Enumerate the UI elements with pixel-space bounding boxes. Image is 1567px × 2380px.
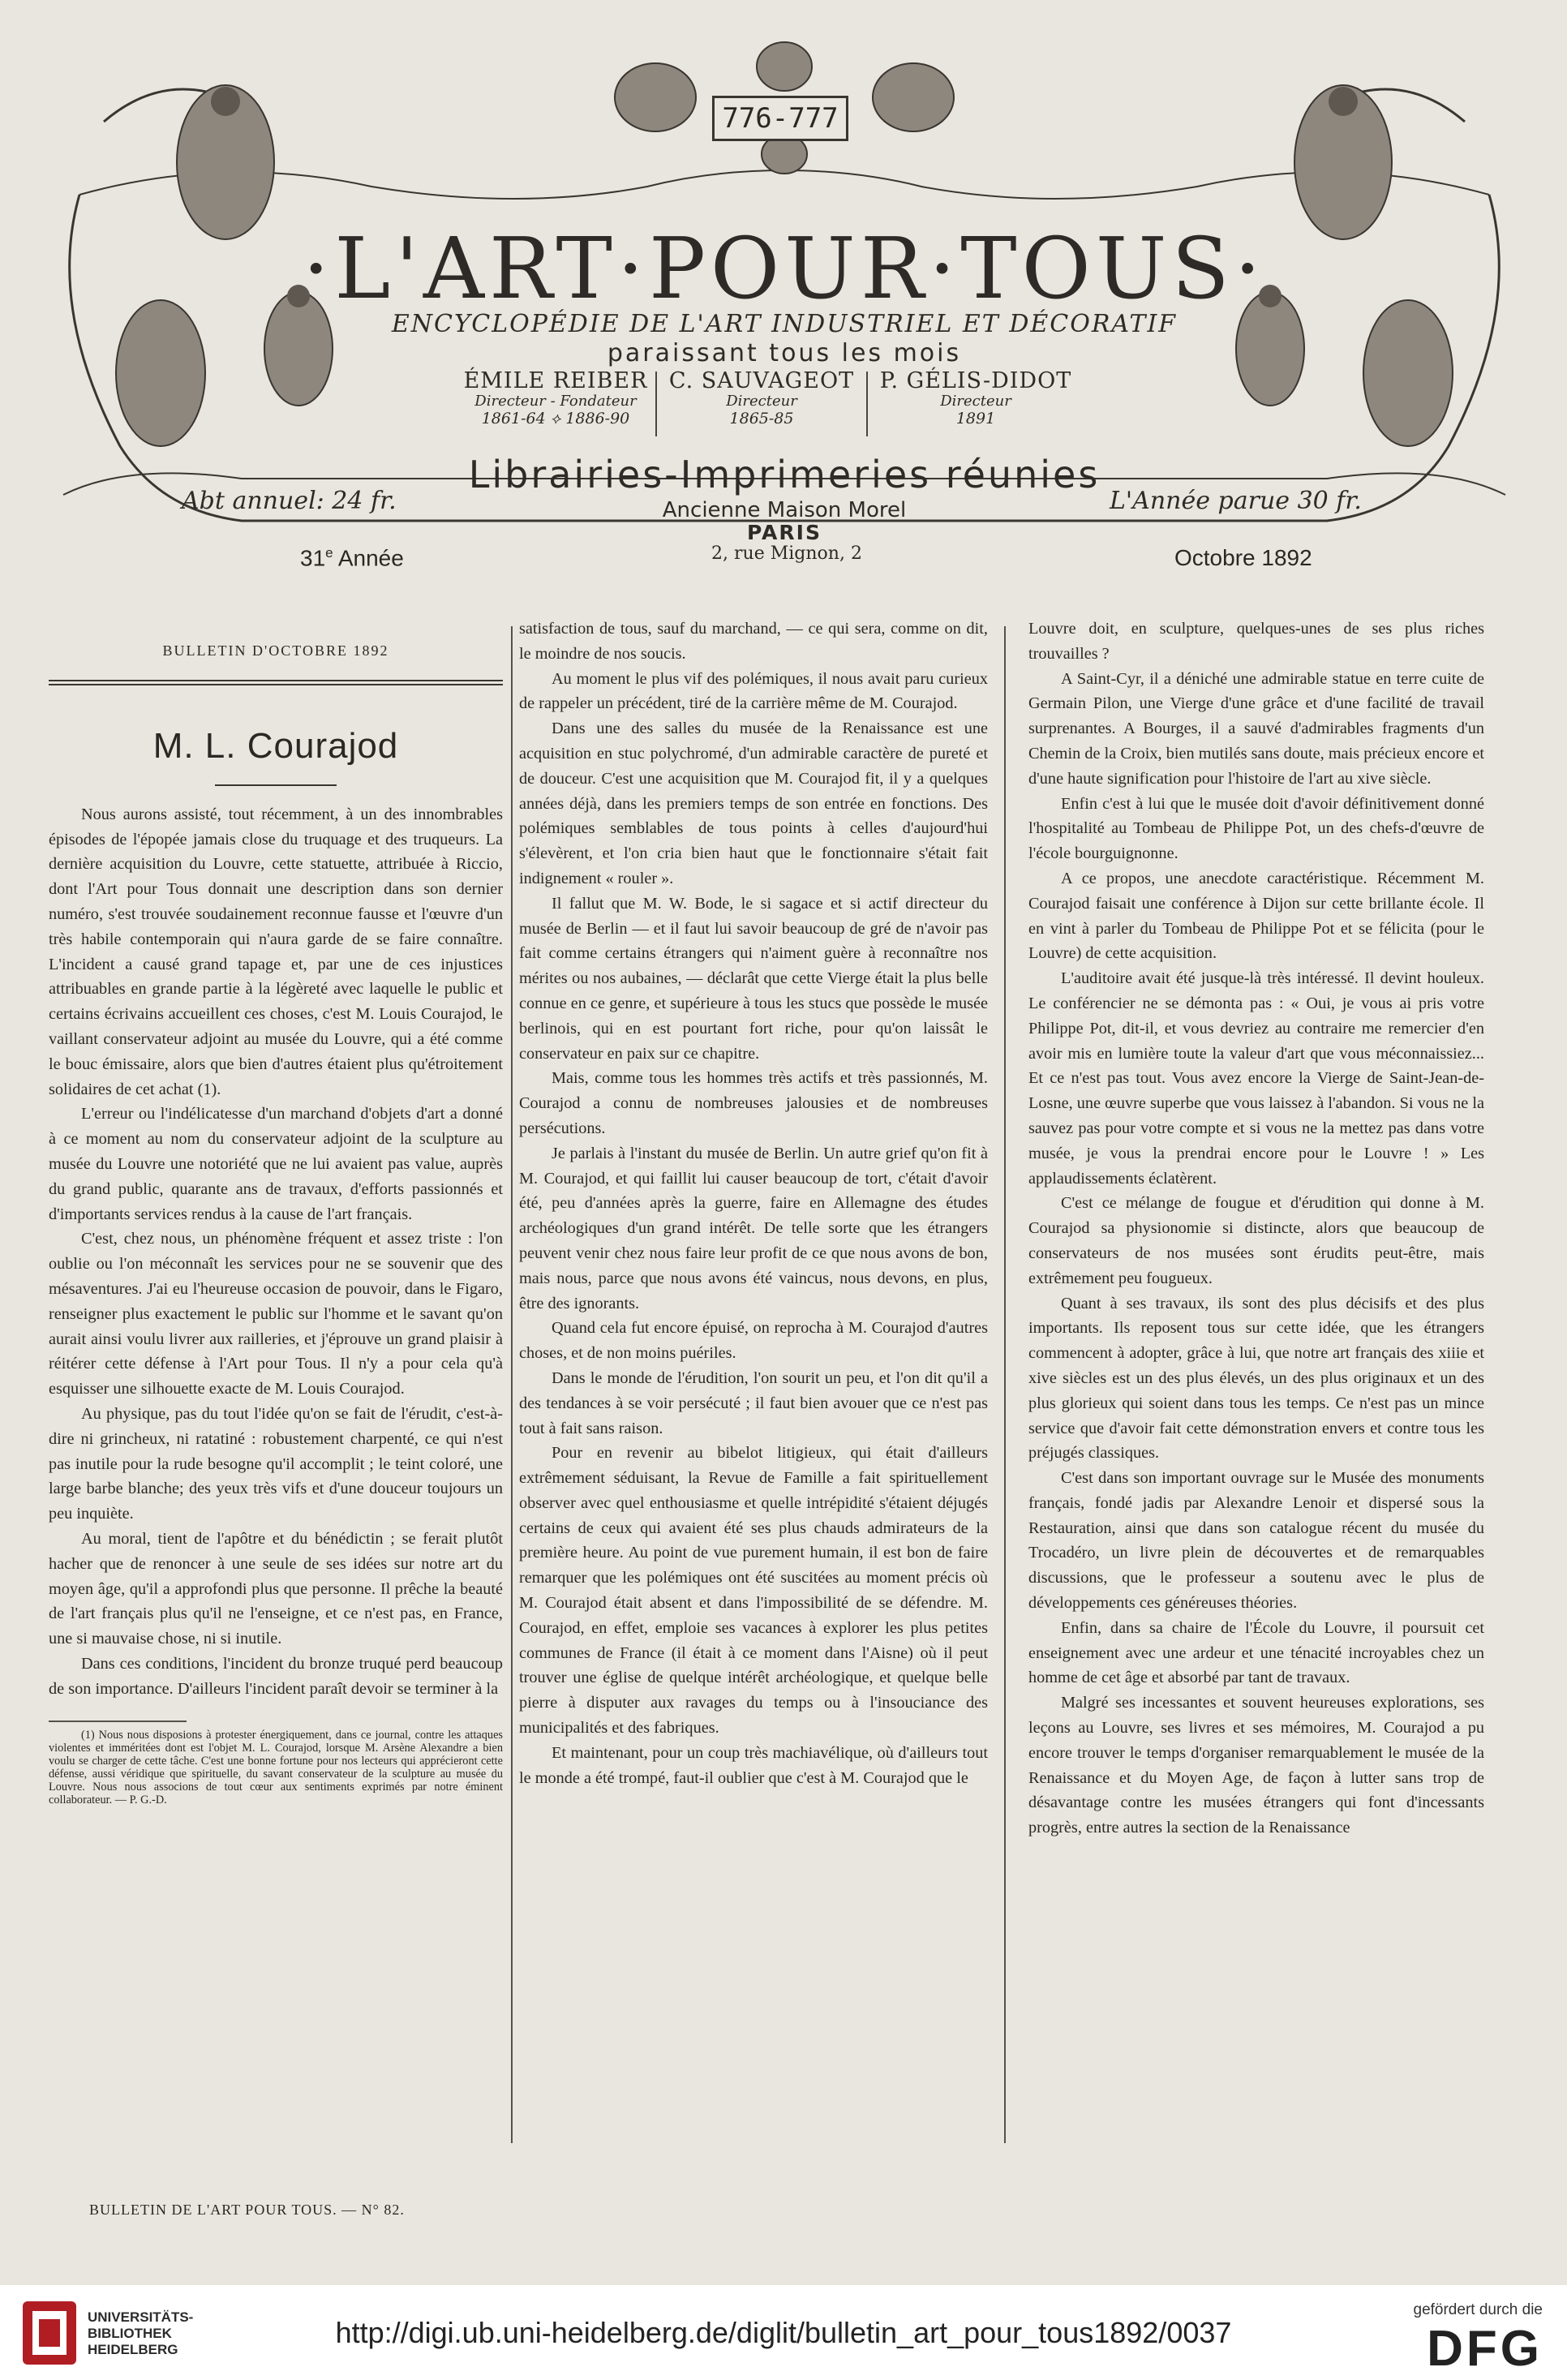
journal-subtitle: ENCYCLOPÉDIE DE L'ART INDUSTRIEL ET DÉCORATIF xyxy=(391,310,1178,338)
footnote-rule xyxy=(49,1721,187,1722)
paragraph: Nous aurons assisté, tout récemment, à un des innombrables épisodes de l'épopée jamais close du truquage et des truqueurs. La dernière acquisition du Louvre, cette statuette, attribuée à Riccio, dont l'Art pour Tous donnait une description dans son dernier numéro, s'est trouvée soudainement reconnue fausse et l'œuvre d'un très habile contemporain qui n'aura garde de se faire connaître. L'incident a causé grand tapage et, par une de ces injustices attribuables en grande partie à la légèreté avec laquelle le public et certains écrivains accueillent ces choses, c'est M. Louis Courajod, le vaillant conservateur adjoint au musée du Louvre, qui a été comme le bouc émissaire, alors que bien d'autres étaient plus qu'étroitement solidaires de cet achat (1). xyxy=(49,805,503,1098)
paragraph: satisfaction de tous, sauf du marchand, — ce qui sera, comme on dit, le moindre de nos soucis. xyxy=(519,620,988,663)
page-footer: BULLETIN DE L'ART POUR TOUS. — N° 82. xyxy=(89,2202,405,2218)
paragraph: Quand cela fut encore épuisé, on reprocha à M. Courajod d'autres choses, et de non moins puériles. xyxy=(519,1319,988,1363)
paragraph: Pour en revenir au bibelot litigieux, qui était d'ailleurs extrêmement séduisant, la Revue de Famille a fait spirituellement observer avec quel enthousiasme et quelle intrépidité s'étaient déjugés certains de ceux qui avaient été ses plus chauds admirateurs de la première heure. Au point de vue purement humain, il est bon de faire remarquer que les polémiques ont été suscitées au moment précis où M. Courajod était absent et dans l'impossibilité de se défendre. M. Courajod, en effet, emploie ses vacances à explorer les plus petites communes de France (il était à ce moment dans l'Aisne) où il peut trouver une église de quelque intérêt archéologique, et quelque belle pierre à disputer aux ravages du temps ou à l'insouciance des municipalités et des fabriques. xyxy=(519,1444,988,1738)
column-rule xyxy=(511,626,513,2143)
paragraph: Enfin, dans sa chaire de l'École du Louvre, il poursuit cet enseignement avec une ardeur et une ténacité incroyables chez un homme de cet âge et absorbé par tant de travaux. xyxy=(1028,1618,1484,1687)
title-rule xyxy=(215,784,337,786)
subscription-price: Abt annuel: 24 fr. xyxy=(182,487,397,515)
double-rule xyxy=(49,680,503,685)
journal-title: ·L'ART·POUR·TOUS· xyxy=(303,219,1266,318)
director-separator xyxy=(655,372,657,436)
paragraph: A Saint-Cyr, il a déniché une admirable statue en terre cuite de Germain Pilon, une Vierge d'une grâce et d'une facilité de travail surprenantes. A Bourges, il a sauvé d'admirables fragments d'un Chemin de la Croix, bien mutilés sans doute, mais précieux encore et d'une haute signification pour l'histoire de l'art au xive siècle. xyxy=(1028,669,1484,788)
director-reiber: ÉMILE REIBER Directeur - Fondateur 1861-64 ⟡ 1886-90 xyxy=(463,368,648,427)
source-url[interactable]: http://digi.ub.uni-heidelberg.de/diglit/bulletin_art_pour_tous1892/0037 xyxy=(335,2316,1232,2349)
paragraph: Malgré ses incessantes et souvent heureuses explorations, ses leçons au Louvre, ses livres et ses mémoires, M. Courajod a pu encore trouver le temps d'organiser remarquablement le musée de la Renaissance et du Moyen Age, de façon à lutter sans trop de désavantage contre les musées étrangers qui font d'incessants progrès, entre autres la section de la Renaissance xyxy=(1028,1694,1484,1837)
funding-label: gefördert durch die xyxy=(1413,2301,1543,2318)
page-number-box: 776-777 xyxy=(712,96,848,141)
paragraph: Dans le monde de l'érudition, l'on sourit un peu, et l'on dit qu'il a des tendances à se voir persécuté ; il faut bien avouer que ce n'est pas tout à fait sans raison. xyxy=(519,1368,988,1437)
paragraph: Je parlais à l'instant du musée de Berlin. Un autre grief qu'on fit à M. Courajod, et qui faillit lui causer beaucoup de tort, c'était d'avoir été, peu d'années après la guerre, faire en Allemagne des études archéologiques d'un grand intérêt. De telle sorte que les étrangers peuvent venir chez nous faire leur profit de ce que nous avons de bon, mais nous, parce que nous avons été vaincus, nous devons, en plus, être des ignorants. xyxy=(519,1144,988,1312)
paragraph: L'auditoire avait été jusque-là très intéressé. Il devint houleux. Le conférencier ne se démonta pas : « Oui, je vous ai pris votre Philippe Pot, dit-il, et vous devriez au contraire me remercier d'en avoir mis en lumière toute la valeur d'art que vous méconnaissiez... Et ce n'est pas tout. Vous avez encore la Vierge de Saint-Jean-de-Losne, une œuvre superbe que vous laissez à l'abandon. Si vous ne la sauvez pas pour votre compte et si vous ne la mettez pas dans votre musée, je vous la prendrai encore pour le Louvre ! » Les applaudissements éclatèrent. xyxy=(1028,969,1484,1188)
past-year-price: L'Année parue 30 fr. xyxy=(1110,487,1362,515)
bulletin-heading: BULLETIN D'OCTOBRE 1892 xyxy=(162,642,389,659)
paragraph: Quant à ses travaux, ils sont des plus décisifs et des plus importants. Ils reposent tous sur cette idée, que les étrangers commencent à adopter, grâce à lui, que notre art français des xiiie et xive siècles est un des plus élevés, un des plus originaux et un des plus glorieux qui soient dans tous les temps. Ce n'est pas un mince service que d'avoir fait cette démonstration envers et contre tous les préjugés classiques. xyxy=(1028,1294,1484,1463)
digitization-strip xyxy=(0,2285,1567,2380)
paragraph: Au moral, tient de l'apôtre et du bénédictin ; se ferait plutôt hacher que de renoncer à une seule de ses idées sur notre art du moyen âge, qu'il a approfondi plus que personne. Il prêche la beauté de l'art français plus qu'il ne l'enseigne, et ce n'est pas, en France, une si mauvaise chose, ni si inutile. xyxy=(49,1529,503,1648)
paragraph: Mais, comme tous les hommes très actifs et très passionnés, M. Courajod a connu de nombreuses jalousies et de nombreuses persécutions. xyxy=(519,1069,988,1137)
dfg-logo: DFG xyxy=(1427,2321,1543,2377)
paragraph: Au physique, pas du tout l'idée qu'on se fait de l'érudit, c'est-à-dire ni grincheux, ni ratatiné : robustement charpenté, ce qui n'est pas inutile pour la rude besogne qu'il accomplit ; le teint coloré, une large barbe blanche; des yeux très vifs et d'une douceur toujours un peu inquiète. xyxy=(49,1404,503,1523)
footnote: (1) Nous nous disposions à protester énergiquement, dans ce journal, contre les attaques violentes et imméritées dont est l'objet M. L. Courajod, lorsque M. Arsène Alexandre a bien voulu se charger de cette tâche. C'est une bonne fortune pour nos lecteurs qui apprécieront cette défense, aussi véridique que spirituelle, du savant conservateur de la sculpture au musée du Louvre. Nous nous associons de tout cœur aux sentiments exprimés par notre éminent collaborateur. — P. G.-D. xyxy=(49,1728,503,1806)
publisher-name: Librairies-Imprimeries réunies xyxy=(468,453,1101,496)
university-name: UNIVERSITÄTS- BIBLIOTHEK HEIDELBERG xyxy=(88,2309,194,2357)
paragraph: L'erreur ou l'indélicatesse d'un marchand d'objets d'art a donné à ce moment au nom du conservateur adjoint de la sculpture au musée du Louvre une notoriété que ne lui avaient pas value, auprès du grand public, quarante ans de travaux, d'efforts passionnés et d'importants services rendus à la cause de l'art français. xyxy=(49,1105,503,1223)
paragraph: Il fallut que M. W. Bode, le si sagace et si actif directeur du musée de Berlin — et il faut lui savoir beaucoup de gré de n'avoir pas fait comme certains étrangers qui n'aiment guère à reconnaître nos mérites ou nos aubaines, — déclarât que cette Vierge était la plus belle connue en ce genre, et supérieure à tous les stucs que possède le musée berlinois, qui en est pourtant fort riche, pour qu'on laissât le conservateur en paix sur ce chapitre. xyxy=(519,894,988,1063)
issue-date: Octobre 1892 xyxy=(1174,545,1312,570)
paragraph: C'est ce mélange de fougue et d'érudition qui donne à M. Courajod sa physionomie si distincte, alors que beaucoup de conservateurs de nos musées sont érudits peut-être, mais extrêmement peu fougueux. xyxy=(1028,1194,1484,1287)
publisher-city: PARIS xyxy=(747,521,822,544)
paragraph: C'est, chez nous, un phénomène fréquent et assez triste : l'on oublie ou l'on méconnaît les services pour ne se souvenir que des mésaventures. J'ai eu l'heureuse occasion de pouvoir, dans le Figaro, renseigner plus exactement le public sur l'homme et le savant qu'on aurait ainsi voulu livrer aux railleries, et j'éprouve un grand plaisir à réitérer cette défense à l'Art pour Tous. Il n'y a pour cela qu'à esquisser une silhouette exacte de M. Louis Courajod. xyxy=(49,1230,503,1398)
article-title: M. L. Courajod xyxy=(152,725,399,766)
journal-tagline: paraissant tous les mois xyxy=(607,339,962,367)
director-sauvageot: C. SAUVAGEOT Directeur 1865-85 xyxy=(668,368,855,427)
column-rule xyxy=(1004,626,1006,2143)
publisher-former-name: Ancienne Maison Morel xyxy=(662,498,907,522)
director-gelis-didot: P. GÉLIS-DIDOT Directeur 1891 xyxy=(879,368,1072,427)
paragraph: Au moment le plus vif des polémiques, il nous avait paru curieux de rappeler un précédent, tiré de la carrière même de M. Courajod. xyxy=(519,669,988,713)
paragraph: A ce propos, une anecdote caractéristique. Récemment M. Courajod faisait une conférence à Dijon sur cette brillante école. Il en vint à parler du Tombeau de Philippe Pot et se félicita (pour le Louvre) de cette acquisition. xyxy=(1028,869,1484,963)
column-2 xyxy=(519,616,988,2142)
paragraph: C'est dans son important ouvrage sur le Musée des monuments français, fondé jadis par Alexandre Lenoir et dispersé sous la Restauration, ainsi que dans son catalogue récent du musée du Trocadéro, un livre plein de découvertes et de remarquables discussions, que le professeur a soutenu avec le plus de développements ces généreuses théories. xyxy=(1028,1469,1484,1613)
column-1 xyxy=(49,616,503,2142)
paragraph: Et maintenant, pour un coup très machiavélique, où d'ailleurs tout le monde a été trompé, faut-il oublier que c'est à M. Courajod que le xyxy=(519,1743,988,1787)
paragraph: Dans ces conditions, l'incident du bronze truqué perd beaucoup de son importance. D'ailleurs l'incident paraît devoir se terminer à la xyxy=(49,1654,503,1698)
volume-year: 31e Année xyxy=(300,545,404,571)
director-separator xyxy=(866,372,868,436)
publisher-address: 2, rue Mignon, 2 xyxy=(711,543,862,564)
column-3 xyxy=(1028,616,1484,2142)
paragraph: Louvre doit, en sculpture, quelques-unes de ses plus riches trouvailles ? xyxy=(1028,620,1484,663)
paragraph: Enfin c'est à lui que le musée doit d'avoir définitivement donné l'hospitalité au Tombeau de Philippe Pot, un des chefs-d'œuvre de l'école bourguignonne. xyxy=(1028,794,1484,863)
paragraph: Dans une des salles du musée de la Renaissance est une acquisition en stuc polychromé, d'un admirable caractère de pureté et de douceur. C'est une acquisition que M. Courajod fit, il y a quelques années déjà, dans les premiers temps de son entrée en fonctions. Des polémiques semblables de tous points à celles d'aujourd'hui s'élevèrent, et l'on cria bien haut que le fonctionnaire s'était fait indignement « rouler ». xyxy=(519,720,988,887)
